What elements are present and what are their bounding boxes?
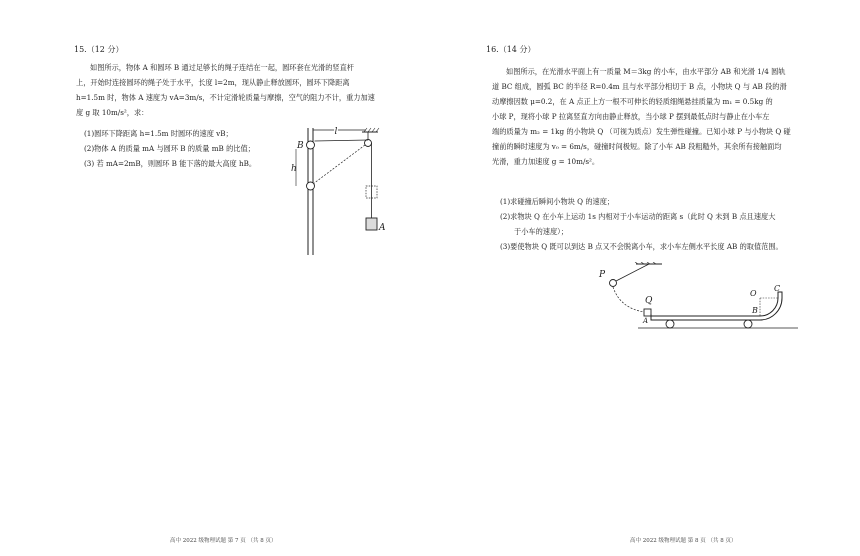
label-p: P bbox=[599, 270, 606, 280]
q16-subquestion-3: (3)要使物块 Q 既可以到达 B 点又不会脱离小车，求小车左侧水平长度 AB 的取值范围。 bbox=[500, 242, 783, 251]
q16-line-7: 光滑，重力加速度 g = 10m/s²。 bbox=[492, 157, 600, 166]
question-15-header: 15.（12 分） bbox=[74, 45, 124, 54]
left-page-footer: 高中 2022 级物理试题 第 7 页 （共 8 页） bbox=[170, 538, 277, 544]
label-a: A bbox=[643, 317, 649, 325]
label-h: h bbox=[291, 164, 297, 174]
q16-subquestion-1: (1)求碰撞后瞬间小物块 Q 的速度； bbox=[500, 197, 615, 206]
ring-b-initial bbox=[307, 141, 315, 149]
label-c: C bbox=[774, 284, 781, 293]
q16-line-3: 动摩擦因数 μ=0.2，在 A 点正上方一根不可伸长的轻质细绳悬挂质量为 m₁ = 0.5kg 的 bbox=[492, 97, 773, 106]
q15-subquestion-2: (2)物体 A 的质量 mA 与圆环 B 的质量 mB 的比值； bbox=[84, 144, 255, 153]
q16-figure bbox=[598, 262, 808, 336]
q15-subquestion-1: (1)圆环下降距离 h=1.5m 时圆环的速度 vB； bbox=[84, 129, 233, 138]
q16-line-4: 小球 P，现将小球 P 拉离竖直方向由静止释放，当小球 P 摆到最低点时与静止在小车左 bbox=[492, 112, 770, 121]
rope-diagonal bbox=[313, 145, 365, 184]
pulley bbox=[365, 140, 372, 147]
ball-p bbox=[610, 280, 617, 287]
wheel-left bbox=[666, 320, 674, 328]
q15-subquestion-3: (3) 若 mA=2mB，则圆环 B 能下落的最大高度 hB。 bbox=[84, 159, 257, 168]
label-a: A bbox=[379, 223, 386, 233]
q16-subquestion-2-cont: 于小车的速度）； bbox=[514, 227, 568, 236]
right-page bbox=[430, 0, 860, 556]
label-o: O bbox=[750, 289, 757, 298]
label-b: B bbox=[752, 306, 758, 315]
q15-line-3: h=1.5m 时，物体 A 速度为 vA=3m/s，不计定滑轮质量与摩擦，空气的阻力不计，重力加速 bbox=[76, 93, 375, 102]
q16-line-2: 道 BC 组成，圆弧 BC 的半径 R=0.4m 且与水平部分相切于 B 点，小物块 Q 与 AB 段的滑 bbox=[492, 82, 787, 91]
block-q bbox=[644, 309, 651, 316]
q15-line-4: 度 g 取 10m/s²，求： bbox=[76, 108, 149, 117]
q15-line-2: 上，开始时连接圆环的绳子处于水平，长度 l=2m，现从静止释放圆环，圆环下降距离 bbox=[76, 78, 350, 87]
right-page-footer: 高中 2022 级物理试题 第 8 页 （共 8 页） bbox=[630, 538, 737, 544]
cart-body bbox=[651, 292, 782, 320]
question-16-body bbox=[492, 64, 832, 169]
label-q: Q bbox=[645, 296, 653, 306]
ceiling-hatch bbox=[364, 128, 379, 132]
q16-subquestion-2: (2)求物块 Q 在小车上运动 1s 内相对于小车运动的距离 s（此时 Q 未到 B 点且速度大 bbox=[500, 212, 776, 221]
q15-line-1: 如图所示，物体 A 和圆环 B 通过足够长的绳子连结在一起，圆环套在光滑的竖直杆 bbox=[90, 63, 354, 72]
label-l: l bbox=[334, 127, 338, 137]
label-b: B bbox=[297, 141, 304, 151]
wheel-right bbox=[744, 320, 752, 328]
string-p bbox=[616, 264, 649, 281]
q15-figure bbox=[286, 120, 396, 260]
swing-path bbox=[613, 287, 644, 312]
rope-horizontal bbox=[315, 140, 369, 141]
q16-line-1: 如图所示，在光滑水平面上有一质量 M＝3kg 的小车，由水平部分 AB 和光滑 1/4 圆轨 bbox=[506, 67, 786, 76]
q16-line-6: 撞前的瞬时速度为 v₀ = 6m/s，碰撞时间极短。除了小车 AB 段粗糙外，其余所有接触面均 bbox=[492, 142, 782, 151]
question-15-body bbox=[76, 60, 406, 120]
q16-line-5: 端的质量为 m₂ = 1kg 的小物块 Q （可视为质点）发生弹性碰撞。已知小球 P 与小物块 Q 碰 bbox=[492, 127, 791, 136]
question-16-header: 16.（14 分） bbox=[486, 45, 536, 54]
ring-b-lowered bbox=[307, 182, 315, 190]
block-a bbox=[366, 218, 377, 230]
